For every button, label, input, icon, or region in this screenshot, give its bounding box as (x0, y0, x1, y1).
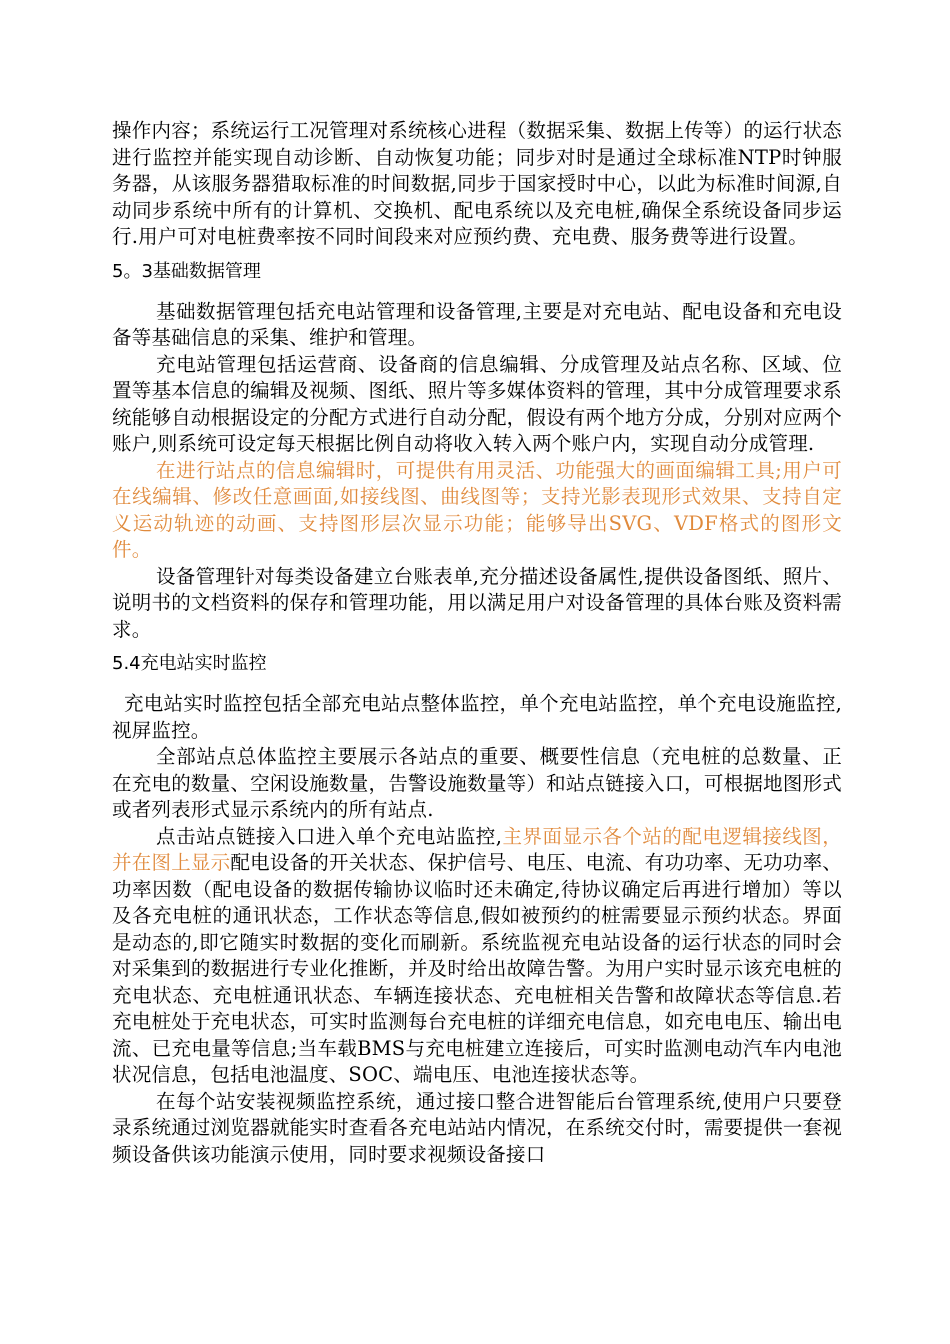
paragraph-5-4-4: 在每个站安装视频监控系统，通过接口整合进智能后台管理系统,使用户只要登录系统通过浏览器就能实时查看各充电站站内情况，在系统交付时，需要提供一套视频设备供该功能演示使用，同时要求视频设备接口 (112, 1089, 842, 1166)
paragraph-5-4-2: 全部站点总体监控主要展示各站点的重要、概要性信息（充电桩的总数量、正在充电的数量、空闲设施数量，告警设施数量等）和站点链接入口，可根据地图形式或者列表形式显示系统内的所有站点. (112, 745, 842, 821)
paragraph-5-4-3-part2: 配电设备的开关状态、保护信号、电压、电流、有功功率、无功功率、功率因数（配电设备的数据传输协议临时还未确定,待协议确定后再进行增加）等以及各充电桩的通讯状态，工作状态等信息,假如被预约的桩需要显示预约状态。界面是动态的,即它随实时数据的变化而刷新。系统监视充电站设备的运行状态的同时会对采集到的数据进行专业化推断，并及时给出故障告警。为用户实时显示该充电桩的充电状态、充电桩通讯状态、车辆连接状态、充电桩相关告警和故障状态等信息.若充电桩处于充电状态，可实时监测每台充电桩的详细充电信息，如充电电压、输出电流、已充电量等信息;当车载BMS与充电桩建立连接后，可实时监测电动汽车内电池状况信息，包括电池温度、SOC、端电压、电池连接状态等。 (112, 851, 843, 1086)
heading-5-3: 5。3基础数据管理 (112, 260, 261, 282)
paragraph-intro: 操作内容；系统运行工况管理对系统核心进程（数据采集、数据上传等）的运行状态进行监控并能实现自动诊断、自动恢复功能；同步对时是通过全球标准NTP时钟服务器，从该服务器猎取标准的时间数据,同步于国家授时中心，以此为标准时间源,自动同步系统中所有的计算机、交换机、配电系统以及充电桩,确保全系统设备同步运行.用户可对电桩费率按不同时间段来对应预约费、充电费、服务费等进行设置。 (112, 119, 842, 248)
paragraph-5-3-3-highlight: 在进行站点的信息编辑时，可提供有用灵活、功能强大的画面编辑工具;用户可在线编辑、修改任意画面,如接线图、曲线图等；支持光影表现形式效果、支持自定义运动轨迹的动画、支持图形层次显示功能；能够导出SVG、VDF格式的图形文件。 (112, 458, 842, 561)
paragraph-5-4-1: 充电站实时监控包括全部充电站点整体监控，单个充电站监控，单个充电设施监控,视屏监控。 (112, 692, 842, 742)
heading-5-4: 5.4充电站实时监控 (112, 653, 267, 674)
paragraph-5-3-2: 充电站管理包括运营商、设备商的信息编辑、分成管理及站点名称、区域、位置等基本信息的编辑及视频、图纸、照片等多媒体资料的管理，其中分成管理要求系统能够自动根据设定的分配方式进行自动分配，假设有两个地方分成，分别对应两个账户,则系统可设定每天根据比例自动将收入转入两个账户内，实现自动分成管理. (112, 352, 842, 455)
paragraph-5-4-3 (112, 824, 842, 1089)
document-page (112, 118, 842, 1168)
paragraph-5-4-3-part1: 点击站点链接入口进入单个充电站监控, (156, 824, 503, 848)
paragraph-5-4-3-highlight: 主界面显示各个站的配电逻辑接线图，并在图上显示 (112, 824, 842, 874)
paragraph-5-3-1: 基础数据管理包括充电站管理和设备管理,主要是对充电站、配电设备和充电设备等基础信息的采集、维护和管理。 (112, 299, 842, 349)
paragraph-5-3-4: 设备管理针对每类设备建立台账表单,充分描述设备属性,提供设备图纸、照片、说明书的文档资料的保存和管理功能，用以满足用户对设备管理的具体台账及资料需求。 (112, 564, 842, 641)
